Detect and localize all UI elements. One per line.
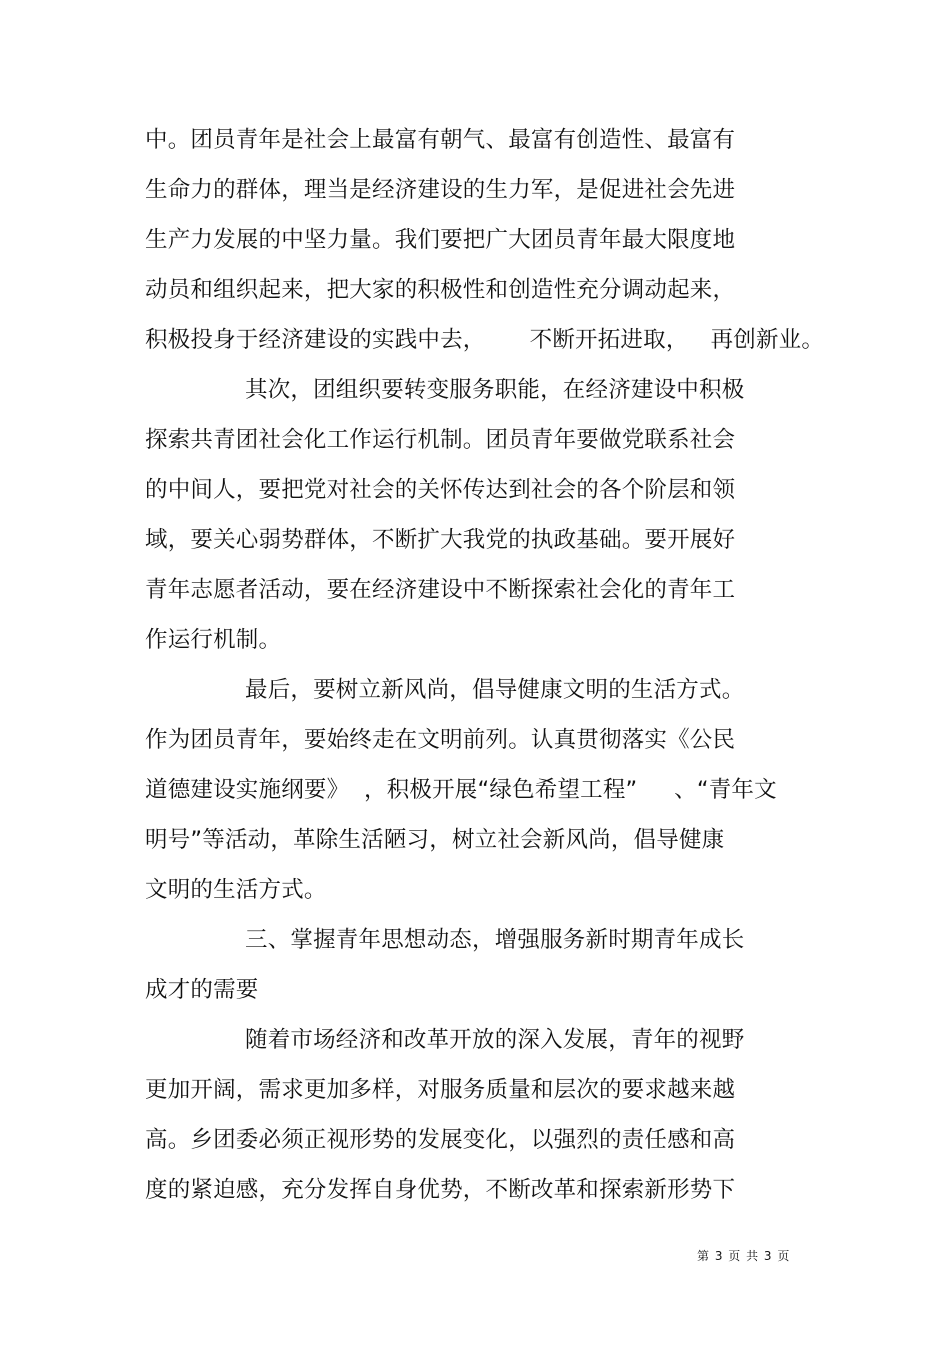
text-line: 积极投身于经济建设的实践中去， 不断开拓进取， 再创新业。 [145,327,825,353]
text-line: 高。乡团委必须正视形势的发展变化，以强烈的责任感和高 [145,1127,736,1153]
text-line: 文明的生活方式。 [145,877,327,903]
text-line: 度的紧迫感，充分发挥自身优势，不断改革和探索新形势下 [145,1177,736,1203]
text-line: 明号”等活动，革除生活陋习，树立社会新风尚，倡导健康 [145,827,725,853]
text-line: 生产力发展的中坚力量。我们要把广大团员青年最大限度地 [145,227,736,253]
section-heading: 三、掌握青年思想动态，增强服务新时期青年成长 [245,927,745,953]
text-line: 青年志愿者活动，要在经济建设中不断探索社会化的青年工 [145,577,736,603]
text-line: 作运行机制。 [145,627,282,653]
paragraph-first-line: 最后，要树立新风尚，倡导健康文明的生活方式。 [245,677,745,703]
page-number: 第 3 页 共 3 页 [697,1249,791,1263]
text-line: 动员和组织起来，把大家的积极性和创造性充分调动起来， [145,277,736,303]
paragraph-first-line: 其次，团组织要转变服务职能，在经济建设中积极 [245,377,745,403]
text-line: 的中间人，要把党对社会的关怀传达到社会的各个阶层和领 [145,477,736,503]
text-line: 生命力的群体，理当是经济建设的生力军，是促进社会先进 [145,177,736,203]
text-line: 中。团员青年是社会上最富有朝气、最富有创造性、最富有 [145,127,736,153]
text-line: 探索共青团社会化工作运行机制。团员青年要做党联系社会 [145,427,736,453]
section-heading-continued: 成才的需要 [145,977,259,1003]
text-line: 更加开阔，需求更加多样，对服务质量和层次的要求越来越 [145,1077,736,1103]
text-line: 域，要关心弱势群体，不断扩大我党的执政基础。要开展好 [145,527,736,553]
text-line: 道德建设实施纲要》 ，积极开展“绿色希望工程” 、“青年文 [145,777,777,803]
text-line: 作为团员青年，要始终走在文明前列。认真贯彻落实《公民 [145,727,736,753]
paragraph-first-line: 随着市场经济和改革开放的深入发展，青年的视野 [245,1027,745,1053]
